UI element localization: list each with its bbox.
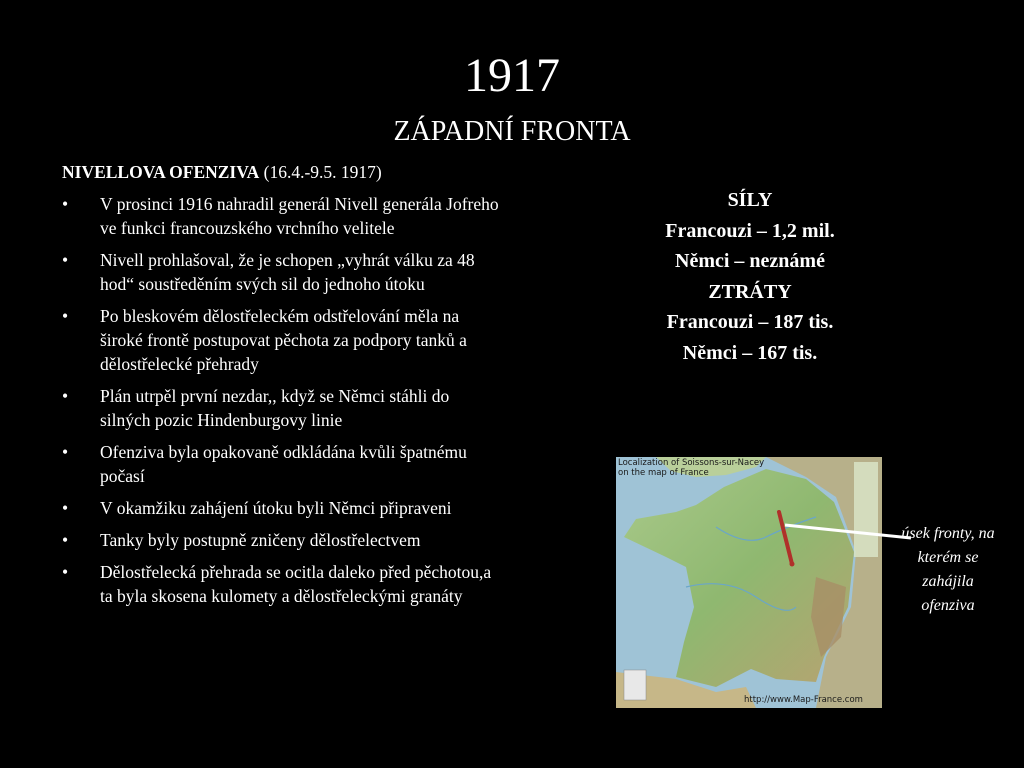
losses-french: Francouzi – 187 tis. [666,311,834,333]
map-caption-line-2: on the map of France [618,468,709,478]
offensive-name: NIVELLOVA OFENZIVA [62,162,260,182]
list-item-text: Plán utrpěl první nezdar,, když se Němci stáhli do silných pozic Hindenburgovy linie [100,386,450,430]
losses-heading: ZTRÁTY [708,280,792,303]
list-item-text: Tanky byly postupně zničeny dělostřelectvem [100,530,421,550]
forces-french: Francouzi – 1,2 mil. [665,219,835,242]
list-item-text: Po bleskovém dělostřeleckém odstřelování měla na široké frontě postupovat pěchota za podpory tanků a dělostřelecké přehrady [100,306,467,374]
bullet-icon: • [62,562,69,582]
bullet-icon: • [62,194,69,214]
bullet-icon: • [62,442,69,462]
forces-heading: SÍLY [727,189,773,211]
map-caption-line-1: Localization of Soissons-sur-Nacey [618,458,765,468]
bullet-icon: • [62,530,69,550]
losses-german: Němci – 167 tis. [682,341,818,364]
list-item-text: V okamžiku zahájení útoku byli Němci připraveni [100,498,452,518]
forces-german: Němci – neznámé [675,250,825,272]
bullet-icon: • [62,306,69,326]
slide-subtitle: ZÁPADNÍ FRONTA [393,116,631,147]
list-item-text: Ofenziva byla opakovaně odkládána kvůli špatnému počasí [100,442,467,486]
map-credit: http://www.Map-France.com [744,695,863,705]
map-annotation: úsek fronty, na kterém se zahájila ofenziva [901,525,995,614]
list-item-text: V prosinci 1916 nahradil generál Nivell generála Jofreho ve funkci francouzského vrchního velitele [100,194,499,238]
pointer-line [785,525,911,538]
bullet-icon: • [62,498,69,518]
offensive-dates: (16.4.-9.5. 1917) [259,162,382,182]
list-item-text: Nivell prohlašoval, že je schopen „vyhrát válku za 48 hod“ soustředěním svých sil do jednoho útoku [100,250,475,294]
bullet-icon: • [62,386,69,406]
slide-title: 1917 [464,49,560,102]
list-item-text: Dělostřelecká přehrada se ocitla daleko před pěchotou,a ta byla skosena kulomety a dělostřeleckými granáty [100,562,492,606]
bullet-icon: • [62,250,69,270]
